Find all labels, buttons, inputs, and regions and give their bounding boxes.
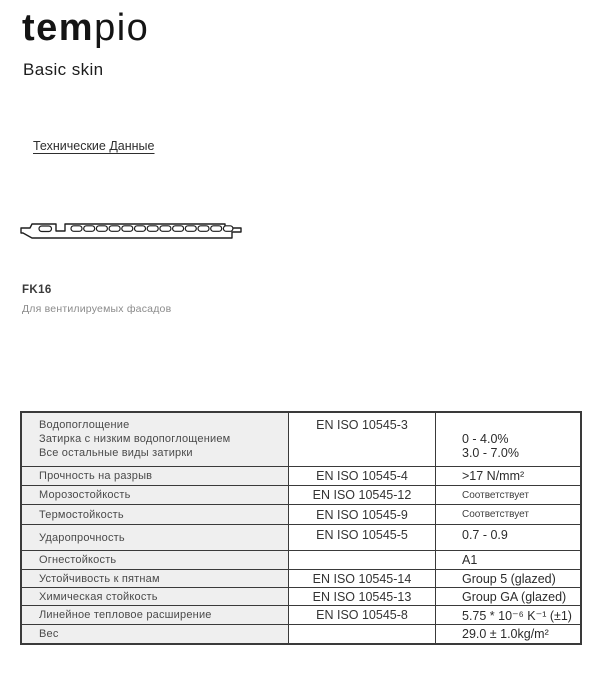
spec-standard: EN ISO 10545-12: [288, 486, 435, 504]
spec-value: Group 5 (glazed): [435, 570, 580, 587]
spec-value: 29.0 ± 1.0kg/m²: [435, 625, 580, 643]
table-row-weight: [22, 624, 580, 643]
technical-data-table: [20, 411, 582, 645]
spec-value-line: 3.0 - 7.0%: [462, 446, 519, 460]
spec-label: Прочность на разрыв: [22, 467, 288, 485]
brand-logo-bold-segment: tem: [22, 7, 95, 49]
spec-standard: EN ISO 10545-5: [288, 525, 435, 550]
spec-label: Линейное тепловое расширение: [22, 606, 288, 624]
spec-label: [22, 413, 288, 466]
product-line-title: Basic skin: [23, 60, 104, 79]
spec-standard: [288, 625, 435, 643]
spec-standard: EN ISO 10545-13: [288, 588, 435, 605]
spec-label: Устойчивость к пятнам: [22, 570, 288, 587]
table-row-impact-resistance: [22, 524, 580, 550]
spec-standard: EN ISO 10545-8: [288, 606, 435, 624]
table-row-stain-resistance: [22, 569, 580, 587]
table-row-tensile-strength: [22, 466, 580, 485]
spec-value: Group GA (glazed): [435, 588, 580, 605]
table-row-thermal-expansion: [22, 605, 580, 624]
table-row-thermal-resistance: [22, 504, 580, 524]
product-code: FK16: [22, 284, 52, 296]
spec-label: Химическая стойкость: [22, 588, 288, 605]
spec-value: 5.75 * 10⁻⁶ K⁻¹ (±1): [435, 606, 580, 624]
spec-standard: EN ISO 10545-4: [288, 467, 435, 485]
spec-label: Термостойкость: [22, 505, 288, 524]
spec-label-line: Затирка с низким водопоглощением: [39, 433, 231, 445]
spec-standard: EN ISO 10545-9: [288, 505, 435, 524]
table-row-frost-resistance: [22, 485, 580, 504]
spec-value: [435, 413, 580, 466]
spec-value: >17 N/mm²: [435, 467, 580, 485]
panel-cross-section-icon: [19, 213, 249, 243]
spec-label: Огнестойкость: [22, 551, 288, 569]
spec-value: Соответствует: [435, 505, 580, 524]
table-row-water-absorption: [22, 413, 580, 466]
spec-label-line: Водопоглощение: [39, 419, 130, 431]
spec-standard: EN ISO 10545-14: [288, 570, 435, 587]
table-row-chemical-resistance: [22, 587, 580, 605]
brand-logo: [22, 6, 149, 52]
brand-logo-light-segment: pio: [94, 7, 150, 49]
table-row-fire-resistance: [22, 550, 580, 569]
spec-label: Морозостойкость: [22, 486, 288, 504]
section-title-technical-data: Технические Данные: [33, 139, 155, 153]
spec-value: Соответствует: [435, 486, 580, 504]
spec-standard: [288, 551, 435, 569]
spec-label: Ударопрочность: [22, 525, 288, 550]
product-description: Для вентилируемых фасадов: [22, 303, 172, 315]
spec-label: Вес: [22, 625, 288, 643]
spec-value: 0.7 - 0.9: [435, 525, 580, 550]
spec-label-line: Все остальные виды затирки: [39, 447, 193, 459]
spec-value-line: 0 - 4.0%: [462, 432, 509, 446]
spec-standard: EN ISO 10545-3: [288, 413, 435, 466]
spec-value: A1: [435, 551, 580, 569]
